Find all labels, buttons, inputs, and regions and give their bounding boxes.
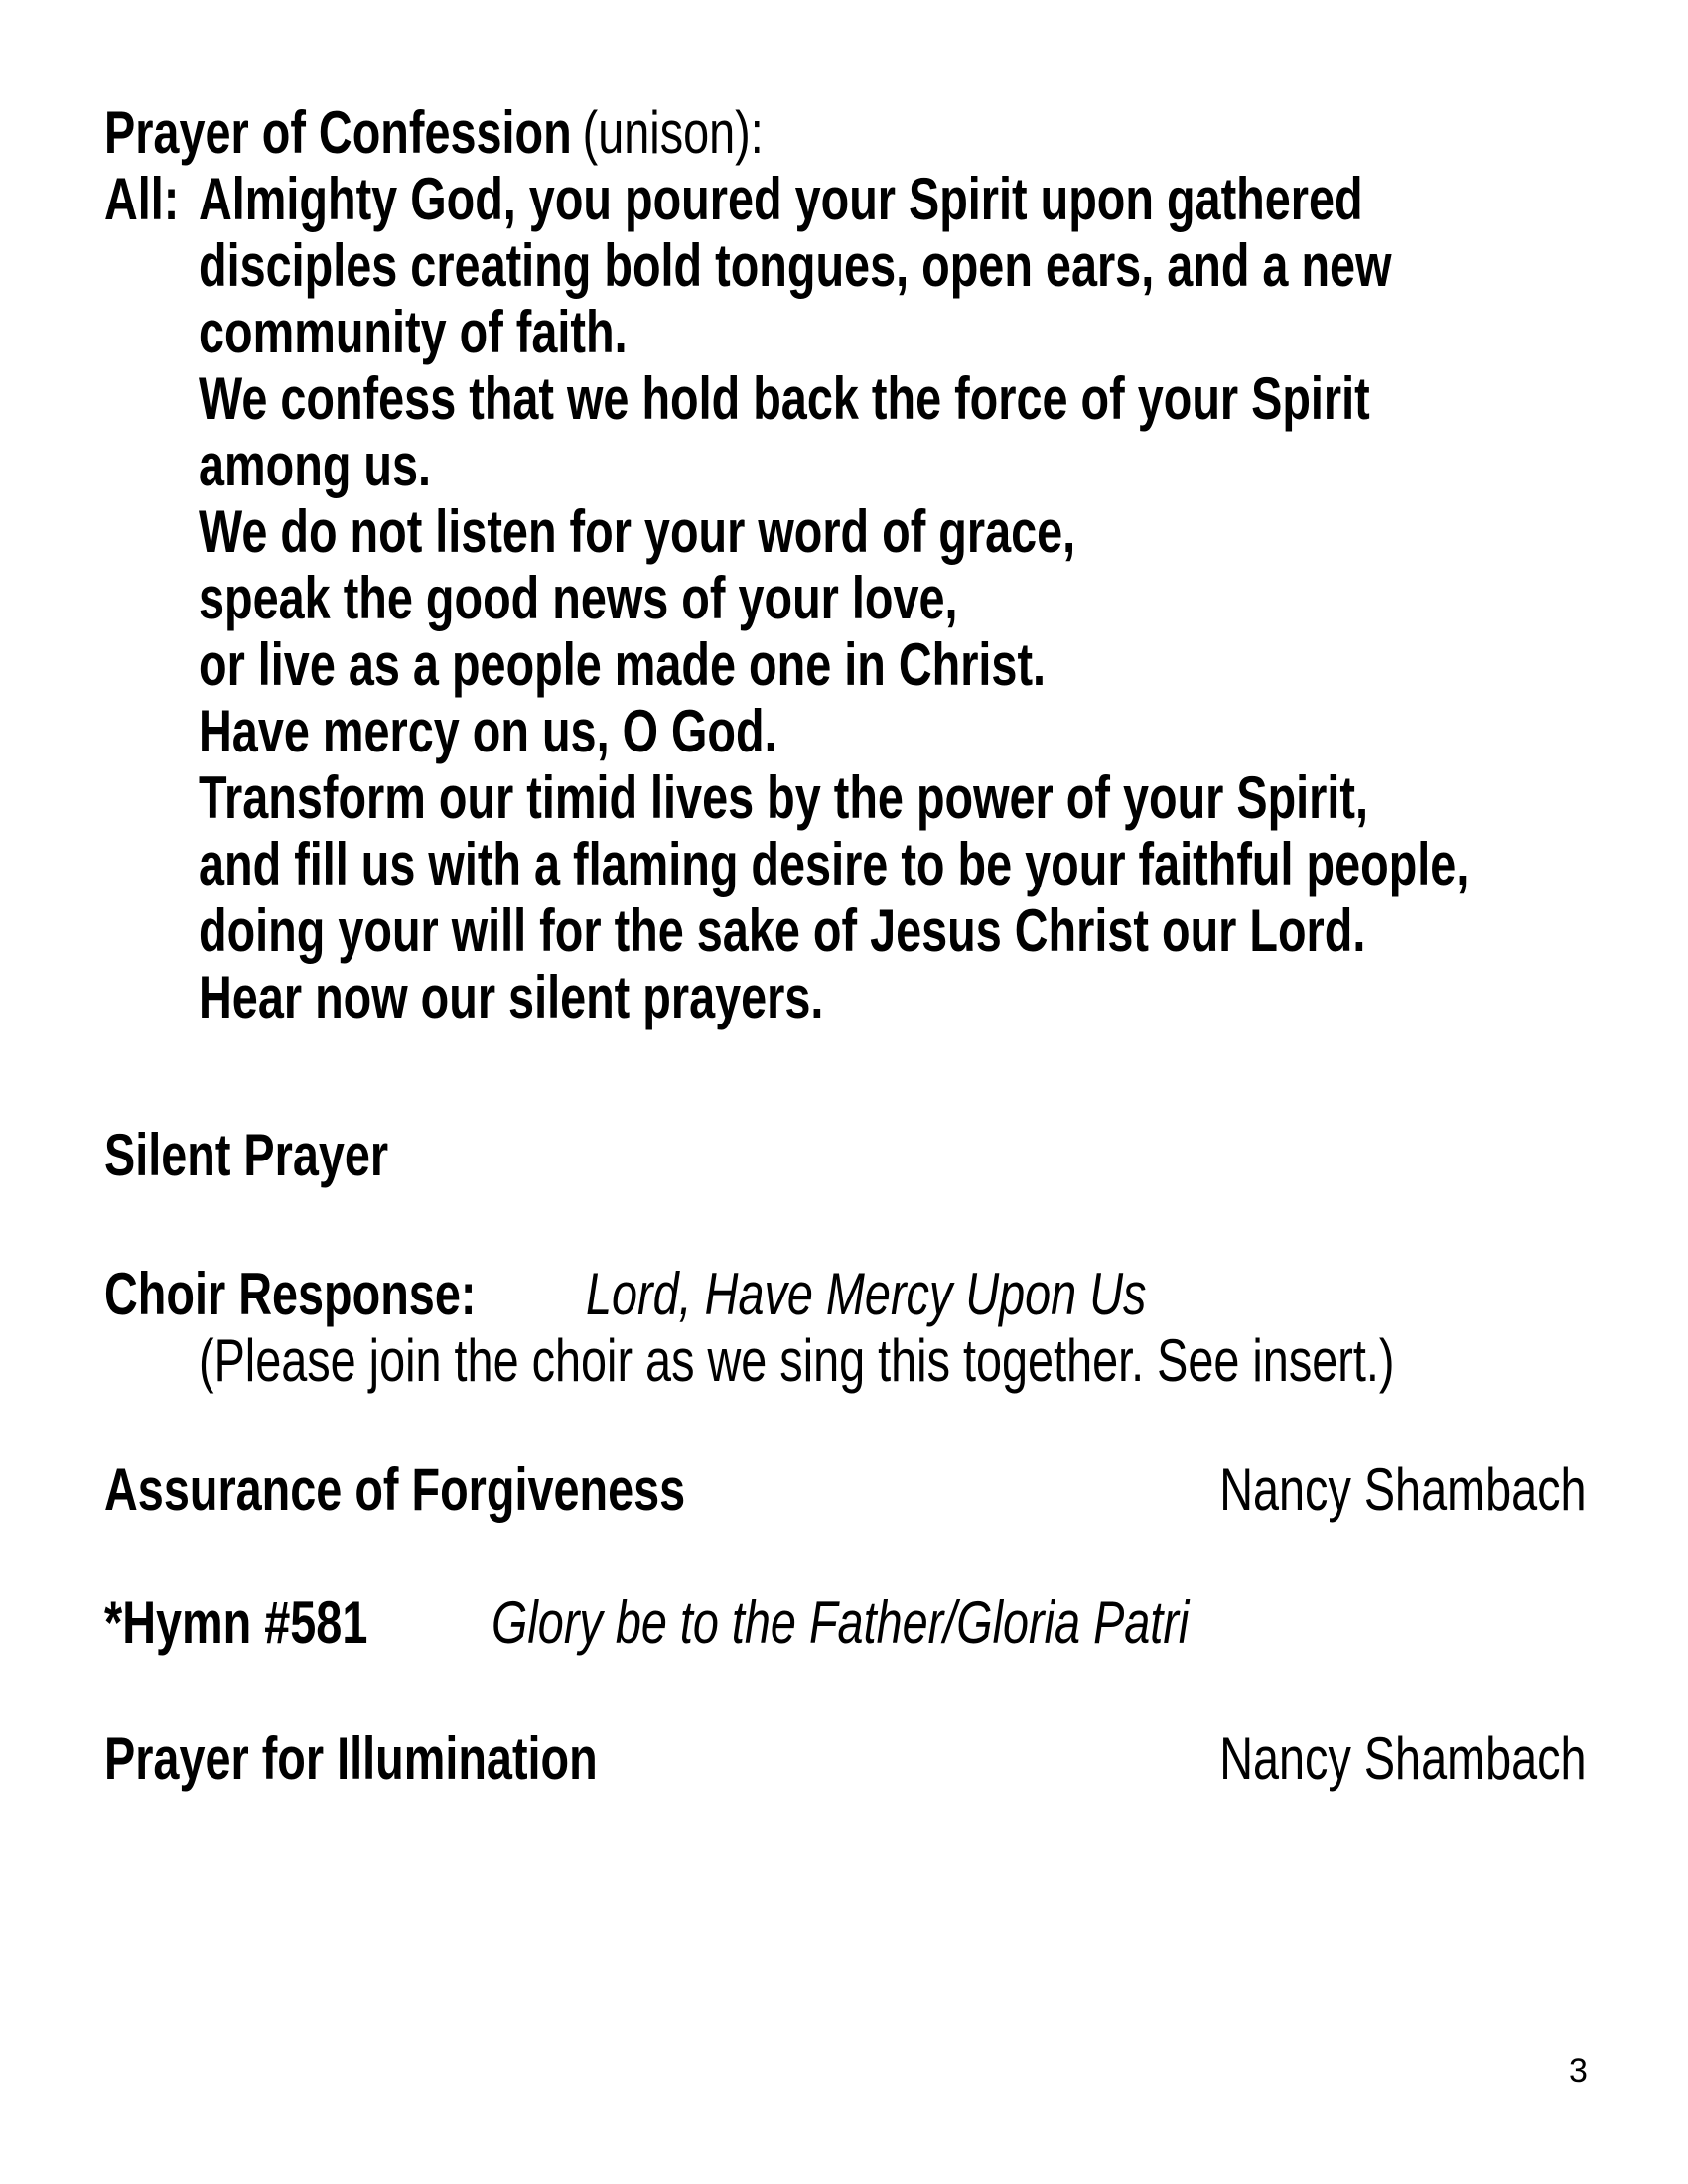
hymn-title: Glory be to the Father/Gloria Patri: [492, 1589, 1190, 1656]
illumination-line: [104, 1725, 1587, 1792]
prayer-lines: [199, 166, 1587, 1030]
silent-prayer-heading: Silent Prayer: [104, 1122, 389, 1188]
prayer-line: among us.: [199, 432, 432, 498]
document-content: [104, 99, 1587, 1792]
page-number: 3: [1569, 2052, 1588, 2090]
speaker-label: All:: [104, 166, 180, 232]
prayer-line: Almighty God, you poured your Spirit upon gathered: [199, 166, 1363, 232]
prayer-line: Hear now our silent prayers.: [199, 964, 824, 1030]
choir-response-note: (Please join the choir as we sing this together. See insert.): [199, 1327, 1395, 1394]
hymn-line: [104, 1589, 1587, 1656]
confession-prayer-block: [104, 166, 1587, 1030]
prayer-line: or live as a people made one in Christ.: [199, 631, 1047, 698]
choir-response-line: [104, 1261, 1587, 1327]
assurance-line: [104, 1456, 1587, 1523]
prayer-line: Have mercy on us, O God.: [199, 698, 777, 764]
assurance-heading: Assurance of Forgiveness: [104, 1456, 686, 1523]
assurance-leader: Nancy Shambach: [1219, 1456, 1587, 1523]
prayer-line: and fill us with a flaming desire to be your faithful people,: [199, 831, 1470, 897]
illumination-leader: Nancy Shambach: [1219, 1725, 1587, 1792]
prayer-line: community of faith.: [199, 299, 628, 365]
confession-unison-note: (unison):: [582, 99, 764, 166]
choir-response-heading: Choir Response:: [104, 1261, 477, 1327]
prayer-line: disciples creating bold tongues, open ears, and a new: [199, 232, 1392, 299]
confession-heading-line: [104, 99, 1261, 166]
prayer-line: We confess that we hold back the force of your Spirit: [199, 365, 1370, 432]
prayer-line: speak the good news of your love,: [199, 565, 958, 631]
hymn-heading: *Hymn #581: [104, 1589, 368, 1656]
prayer-line: Transform our timid lives by the power of your Spirit,: [199, 764, 1368, 831]
confession-heading: Prayer of Confession: [104, 99, 572, 166]
prayer-line: We do not listen for your word of grace,: [199, 498, 1076, 565]
prayer-line: doing your will for the sake of Jesus Christ our Lord.: [199, 897, 1366, 964]
choir-response-title: Lord, Have Mercy Upon Us: [586, 1261, 1147, 1327]
illumination-heading: Prayer for Illumination: [104, 1725, 598, 1792]
